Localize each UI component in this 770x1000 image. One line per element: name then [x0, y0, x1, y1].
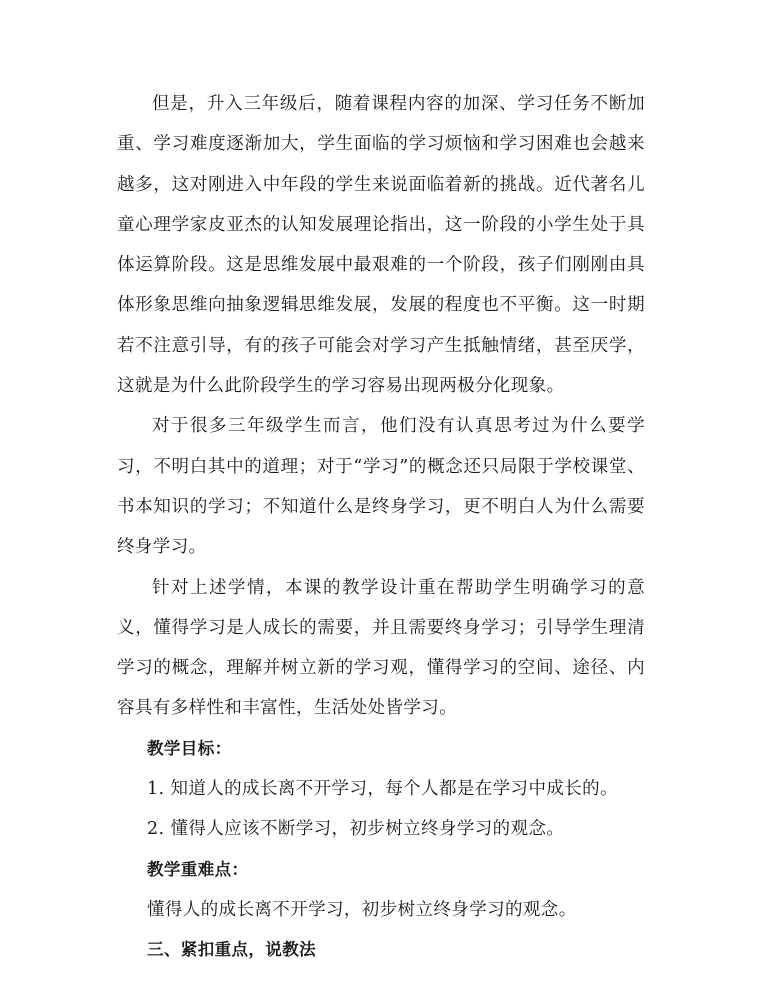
document-page — [117, 84, 645, 971]
objective-item-1: 1. 知道人的成长离不开学习，每个人都是在学习中成长的。 — [147, 779, 618, 800]
objectives-heading: 教学目标： — [147, 738, 232, 758]
paragraph-teaching-design: 针对上述学情，本课的教学设计重在帮助学生明确学习的意义，懂得学习是人成长的需要，并且需要终身学习；引导学生理清学习的概念，理解并树立新的学习观，懂得学习的空间、途径、内容具有多样性和丰富性，生活处处皆学习。 — [117, 577, 645, 719]
objective-item-2: 2. 懂得人应该不断学习，初步树立终身学习的观念。 — [147, 819, 565, 840]
paragraph-learning-challenges: 但是，升入三年级后，随着课程内容的加深、学习任务不断加重、学习难度逐渐加大，学生面临的学习烦恼和学习困难也会越来越多，这对刚进入中年段的学生来说面临着新的挑战。近代著名儿童心理学家皮亚杰的认知发展理论指出，这一阶段的小学生处于具体运算阶段。这是思维发展中最艰难的一个阶段，孩子们刚刚由具体形象思维向抽象逻辑思维发展，发展的程度也不平衡。这一时期若不注意引导，有的孩子可能会对学习产生抵触情绪，甚至厌学，这就是为什么此阶段学生的学习容易出现两极分化现象。 — [117, 94, 645, 397]
key-points-heading: 教学重难点： — [147, 859, 249, 879]
paragraph-student-understanding: 对于很多三年级学生而言，他们没有认真思考过为什么要学习，不明白其中的道理；对于“学习”的概念还只局限于学校课堂、书本知识的学习；不知道什么是终身学习，更不明白人为什么需要终身学习。 — [117, 416, 645, 558]
key-points-text: 懂得人的成长离不开学习，初步树立终身学习的观念。 — [147, 899, 577, 920]
section-heading: 三、紧扣重点，说教法 — [147, 940, 316, 960]
